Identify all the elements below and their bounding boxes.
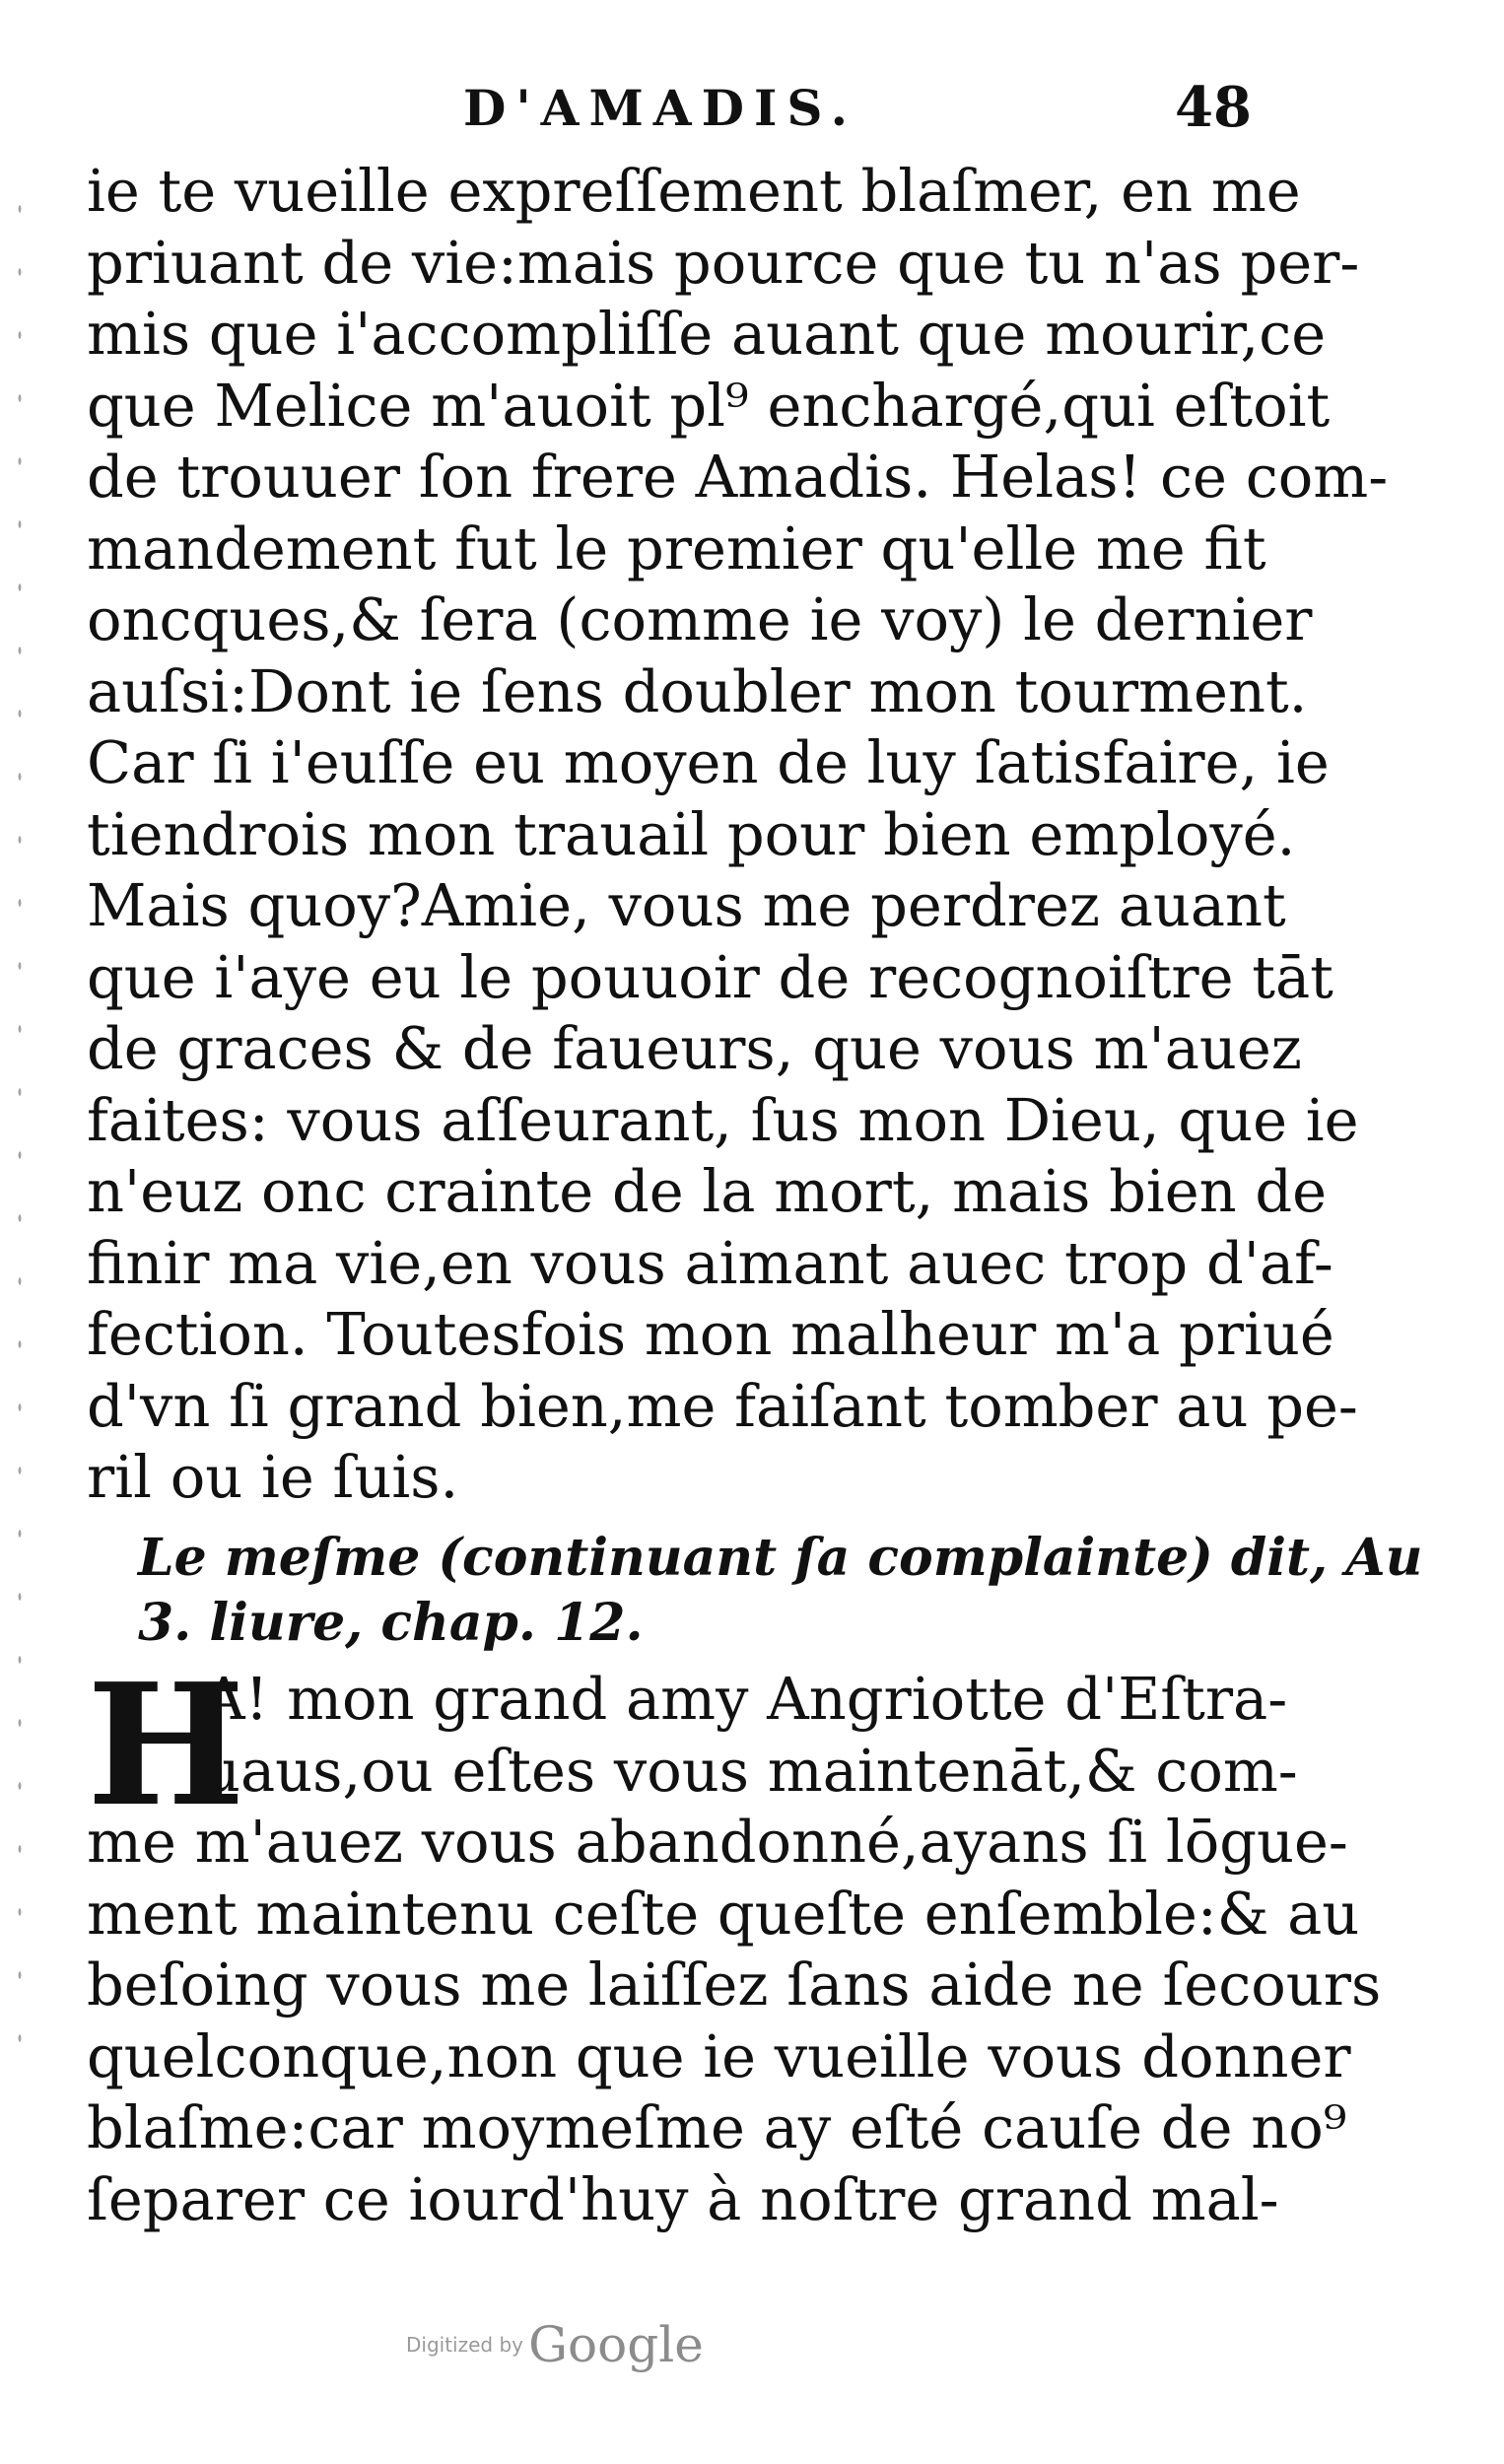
text-line: d'vn ſi grand bien,me faiſant tomber au pe- [87,1371,1358,1440]
drop-cap: H [87,1647,245,1844]
text-line: que i'aye eu le pouuoir de recognoiſtre tāt [87,942,1333,1011]
text-line: beſoing vous me laiſſez ſans aide ne ſecours [87,1951,1382,2019]
text-line: me m'auez vous abandonné,ayans ſi lōgue- [87,1808,1348,1876]
page-number: 48 [1175,75,1252,140]
digitized-watermark [406,2316,704,2373]
text-line: faites: vous aſſeurant, ſus mon Dieu, que ie [87,1085,1359,1154]
text-line: de graces & de faueurs, que vous m'auez [87,1014,1302,1082]
chapter-text-block [87,1647,1382,2235]
text-line: mandement fut le premier qu'elle me fit [87,513,1266,582]
text-line: de trouuer ſon frere Amadis. Helas! ce com- [87,443,1389,511]
text-line: finir ma vie,en vous aimant auec trop d'af- [87,1228,1333,1297]
text-line: Mais quoy?Amie, vous me perdrez auant [87,871,1286,939]
text-line: ie te vueille expreſſement blaſmer, en me [87,157,1301,225]
text-line: n'euz onc crainte de la mort, mais bien de [87,1157,1328,1225]
text-line: ril ou ie ſuis. [87,1443,459,1511]
text-line: uaus,ou eſtes vous maintenāt,& com- [203,1736,1298,1805]
text-line: Car ſi i'euſſe eu moyen de luy ſatisfaire, ie [87,728,1330,796]
text-line: ment maintenu ceſte queſte enſemble:& au [87,1879,1360,1948]
text-line: quelconque,non que ie vueille vous donner [87,2021,1351,2090]
text-line: A! mon grand amy Angriotte d'Eſtra- [203,1665,1288,1733]
watermark-brand: Google [528,2316,704,2373]
watermark-prefix: Digitized by [406,2333,523,2357]
running-title: D'AMADIS. [463,79,858,137]
text-line: blaſme:car moymeſme ay eſté cauſe de no⁹ [87,2093,1347,2161]
text-line: ſeparer ce iourd'huy à noſtre grand mal- [87,2164,1279,2233]
text-line: fection. Toutesfois mon malheur m'a priué [87,1300,1334,1368]
text-line: oncques,& ſera (comme ie voy) le dernier [87,585,1313,653]
section-rubric [138,1526,1423,1656]
text-line: auſsi:Dont ie ſens doubler mon tourment. [87,656,1308,725]
text-line: que Melice m'auoit pl⁹ enchargé,qui eſtoit [87,371,1331,440]
margin-bleed-specks [8,177,32,2050]
body-text-block [87,156,1389,1514]
text-line: mis que i'accompliſſe auant que mourir,ce [87,300,1327,368]
rubric-line: Le meſme (continuant ſa complainte) dit, Au [138,1528,1423,1588]
text-line: priuant de vie:mais pource que tu n'as per- [87,228,1360,297]
text-line: tiendrois mon trauail pour bien employé. [87,799,1296,868]
rubric-line: 3. liure, chap. 12. [138,1593,644,1653]
